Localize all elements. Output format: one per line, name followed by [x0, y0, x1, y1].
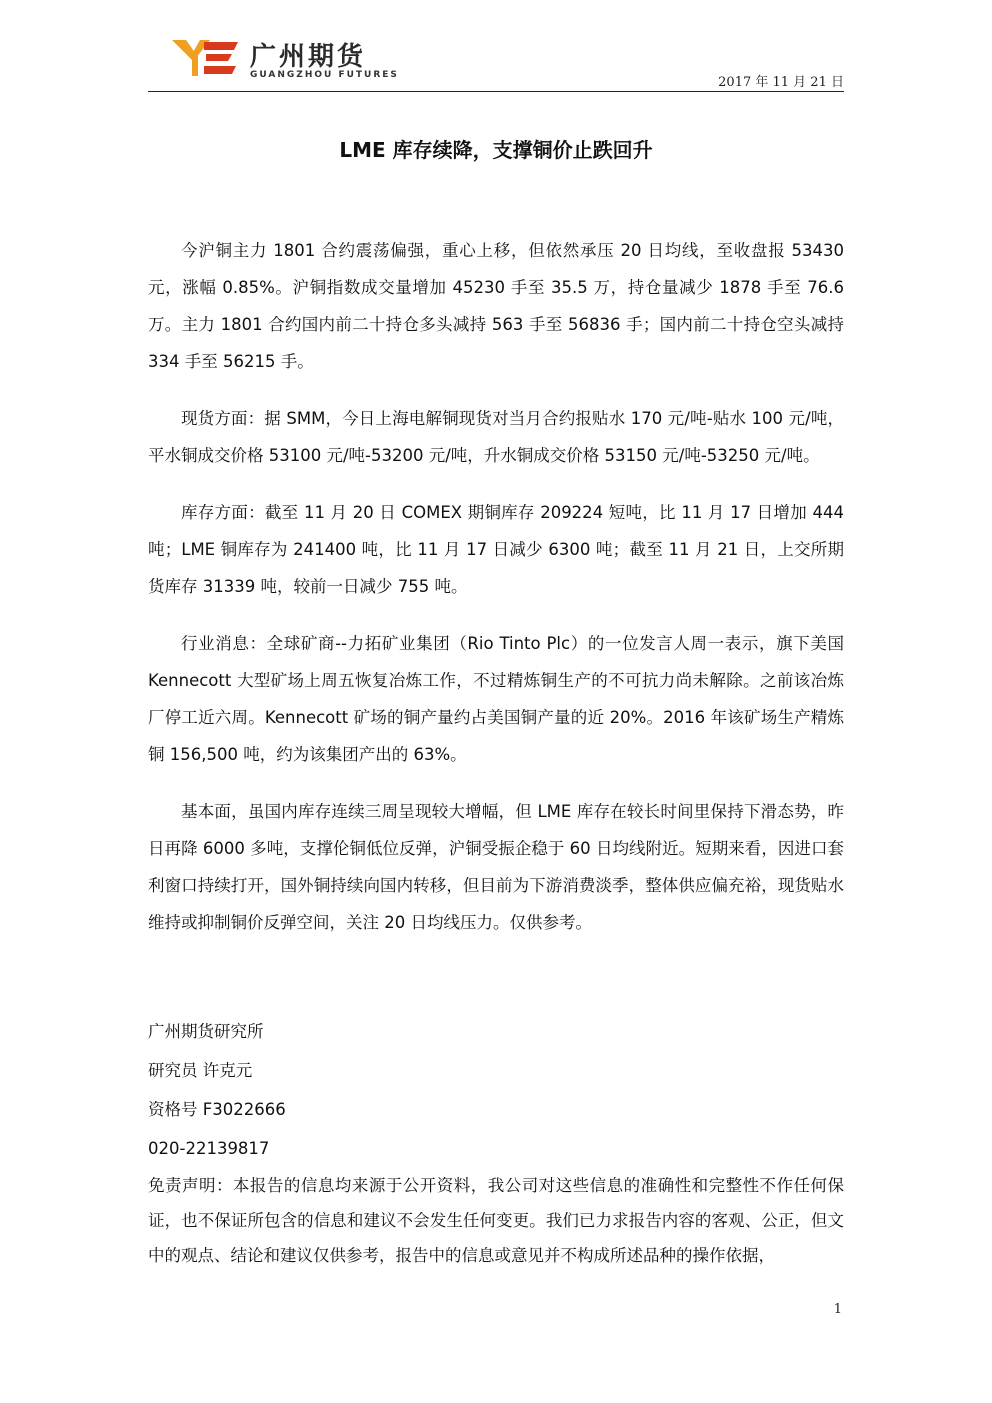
- company-logo: [170, 34, 410, 84]
- phone-number: 020-22139817: [148, 1139, 270, 1158]
- researcher-name: 研究员 许克元: [148, 1061, 253, 1080]
- header-divider: [148, 91, 844, 92]
- report-body: [148, 232, 844, 961]
- report-title: LME 库存续降，支撑铜价止跌回升: [339, 138, 653, 162]
- page-number: 1: [833, 1302, 842, 1317]
- report-date: 2017 年 11 月 21 日: [718, 75, 844, 90]
- paragraph-spot: 现货方面：据 SMM，今日上海电解铜现货对当月合约报贴水 170 元/吨-贴水 100 元/吨，平水铜成交价格 53100 元/吨-53200 元/吨，升水铜成交价格 53150 元/吨-53250 元/吨。: [148, 409, 844, 465]
- qualification-number: 资格号 F3022666: [148, 1100, 286, 1119]
- logo-mark-icon: [170, 36, 242, 78]
- signature-block: [148, 1012, 844, 1273]
- disclaimer-text: 免责声明：本报告的信息均来源于公开资料，我公司对这些信息的准确性和完整性不作任何保证，也不保证所包含的信息和建议不会发生任何变更。我们已力求报告内容的客观、公正，但文中的观点、结论和建议仅供参考，报告中的信息或意见并不构成所述品种的操作依据，: [148, 1176, 844, 1265]
- logo-english-name: GUANGZHOU FUTURES: [250, 70, 399, 80]
- logo-chinese-name: 广州期货: [250, 42, 367, 72]
- paragraph-industry-news: 行业消息：全球矿商--力拓矿业集团（Rio Tinto Plc）的一位发言人周一表示，旗下美国 Kennecott 大型矿场上周五恢复冶炼工作，不过精炼铜生产的不可抗力尚未解除。之前该冶炼厂停工近六周。Kennecott 矿场的铜产量约占美国铜产量的近 20%。2016 年该矿场生产精炼铜 156,500 吨，约为该集团产出的 63%。: [148, 634, 844, 764]
- paragraph-inventory: 库存方面：截至 11 月 20 日 COMEX 期铜库存 209224 短吨，比 11 月 17 日增加 444 吨；LME 铜库存为 241400 吨，比 11 月 17 日减少 6300 吨；截至 11 月 21 日，上交所期货库存 31339 吨，较前一日减少 755 吨。: [148, 503, 844, 596]
- paragraph-market: 今沪铜主力 1801 合约震荡偏强，重心上移，但依然承压 20 日均线，至收盘报 53430 元，涨幅 0.85%。沪铜指数成交量增加 45230 手至 35.5 万，持仓量减少 1878 手至 76.6 万。主力 1801 合约国内前二十持仓多头减持 563 手至 56836 手；国内前二十持仓空头减持 334 手至 56215 手。: [148, 241, 844, 371]
- institute-name: 广州期货研究所: [148, 1022, 264, 1041]
- paragraph-fundamentals: 基本面，虽国内库存连续三周呈现较大增幅，但 LME 库存在较长时间里保持下滑态势，昨日再降 6000 多吨，支撑伦铜低位反弹，沪铜受振企稳于 60 日均线附近。短期来看，因进口套利窗口持续打开，国外铜持续向国内转移，但目前为下游消费淡季，整体供应偏充裕，现货贴水维持或抑制铜价反弹空间，关注 20 日均线压力。仅供参考。: [148, 802, 844, 932]
